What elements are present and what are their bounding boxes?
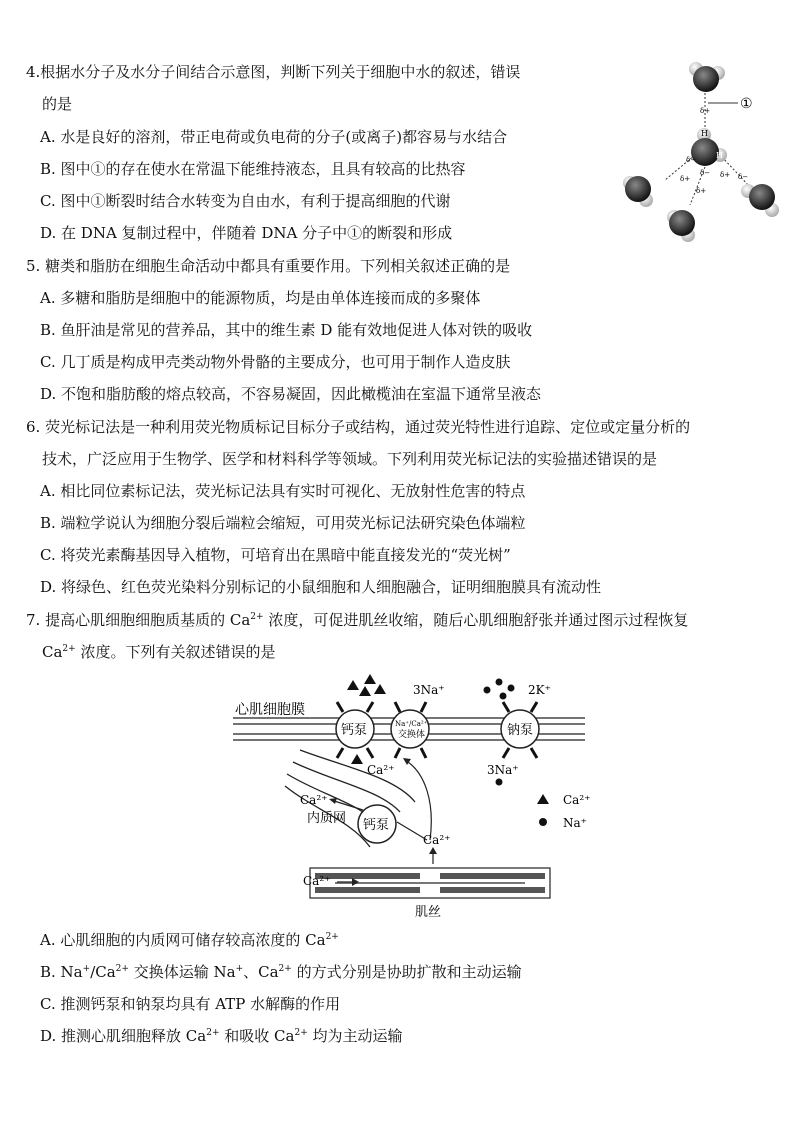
q4-delta-plus-2: δ+ xyxy=(696,187,707,195)
sodium-pump-label: 钠泵 xyxy=(507,723,534,738)
q4-option-d: D. 在 DNA 复制过程中，伴随着 DNA 分子中①的断裂和形成 xyxy=(40,224,453,242)
q4-delta-minus-2: δ− xyxy=(700,169,711,177)
q6-option-b: B. 端粒学说认为细胞分裂后端粒会缩短，可用荧光标记法研究染色体端粒 xyxy=(40,514,526,532)
cardiac-calcium-diagram xyxy=(225,672,605,922)
water-bottom-oxygen xyxy=(669,210,695,236)
q4-delta-plus-3: δ+ xyxy=(720,171,731,179)
ca-triangle-2 xyxy=(364,674,376,684)
q7-option-b-sup-4: 2+ xyxy=(278,964,292,974)
q4-center-h-label: H xyxy=(701,129,708,138)
q7-option-b-text-3: 交换体运输 Na xyxy=(128,963,236,981)
ca-up-arrowhead xyxy=(429,847,437,854)
ca-left-arrowhead xyxy=(352,878,359,886)
q5-option-c: C. 几丁质是构成甲壳类动物外骨骼的主要成分，也可用于制作人造皮肤 xyxy=(40,353,511,371)
q5-option-d: D. 不饱和脂肪酸的熔点较高，不容易凝固，因此橄榄油在室温下通常呈液态 xyxy=(40,385,542,403)
q7-option-b-sup-2: 2+ xyxy=(115,964,129,974)
q7-option-b-text-5: 的方式分别是协助扩散和主动运输 xyxy=(291,963,522,981)
q4-bond-label: ① xyxy=(740,96,753,112)
q7-stem2-text-a: Ca xyxy=(42,643,63,661)
exchanger-label-2: 交换体 xyxy=(398,730,426,740)
q7-option-d-sup-1: 2+ xyxy=(206,1028,220,1038)
k2-label: 2K⁺ xyxy=(528,683,551,697)
q4-delta-label: δ+ xyxy=(700,107,711,115)
q7-option-b xyxy=(40,962,522,982)
q5-option-a: A. 多糖和脂肪是细胞中的能源物质，均是由单体连接而成的多聚体 xyxy=(40,289,481,307)
q7-option-d-text-2: 和吸收 Ca xyxy=(219,1027,295,1045)
ca-triangle-1 xyxy=(347,680,359,690)
q7-stem-line2 xyxy=(42,642,275,662)
q6-option-d: D. 将绿色、红色荧光染料分别标记的小鼠细胞和人细胞融合，证明细胞膜具有流动性 xyxy=(40,578,602,596)
na-dot-1 xyxy=(484,687,491,694)
q7-option-d-text-3: 均为主动运输 xyxy=(307,1027,403,1045)
q7-option-b-text-4: 、Ca xyxy=(243,963,279,981)
q7-stem-text-a: 7. 提高心肌细胞细胞质基质的 Ca xyxy=(26,611,251,629)
q7-option-d-sup-2: 2+ xyxy=(294,1028,308,1038)
myofilament-label: 肌丝 xyxy=(415,905,442,920)
q7-option-a xyxy=(40,930,339,950)
q4-option-c: C. 图中①断裂时结合水转变为自由水，有利于提高细胞的代谢 xyxy=(40,192,451,210)
na3-top-label: 3Na⁺ xyxy=(413,683,445,697)
water-left-oxygen xyxy=(625,176,651,202)
legend-ca-label: Ca²⁺ xyxy=(563,793,591,807)
er-ca-label: Ca²⁺ xyxy=(300,793,328,807)
ca-left-label: Ca²⁺ xyxy=(303,874,331,888)
q4-delta-minus-1: δ− xyxy=(686,156,697,164)
membrane-label: 心肌细胞膜 xyxy=(235,702,305,718)
er-ca-arrowhead xyxy=(329,798,337,804)
legend-na-label: Na⁺ xyxy=(563,816,587,830)
q7-option-b-sup-3: + xyxy=(235,964,244,974)
ca-label-inside: Ca²⁺ xyxy=(367,763,395,777)
ca-triangle-4 xyxy=(374,684,386,694)
calcium-pump-label: 钙泵 xyxy=(341,723,368,738)
q7-option-d xyxy=(40,1026,403,1046)
q7-stem2-sup: 2+ xyxy=(62,644,76,654)
legend-ca-symbol xyxy=(537,794,549,804)
q4-option-b: B. 图中①的存在使水在常温下能维持液态，且具有较高的比热容 xyxy=(40,160,466,178)
na-dot-5 xyxy=(496,779,503,786)
q7-stem-line1 xyxy=(26,610,688,630)
q7-option-c: C. 推测钙泵和钠泵均具有 ATP 水解酶的作用 xyxy=(40,995,341,1013)
exchanger-label-1: Na⁺/Ca²⁺ xyxy=(395,720,428,728)
na-dot-4 xyxy=(500,693,507,700)
q6-option-c: C. 将荧光素酶基因导入植物，可培育出在黑暗中能直接发光的“荧光树” xyxy=(40,546,511,564)
na3-bottom-label: 3Na⁺ xyxy=(487,763,519,777)
q4-option-a: A. 水是良好的溶剂，带正电荷或负电荷的分子(或离子)都容易与水结合 xyxy=(40,128,508,146)
q4-stem-line1: 4.根据水分子及水分子间结合示意图，判断下列关于细胞中水的叙述，错误 xyxy=(26,63,521,81)
ca-mid-label: Ca²⁺ xyxy=(423,833,451,847)
q5-stem: 5. 糖类和脂肪在细胞生命活动中都具有重要作用。下列相关叙述正确的是 xyxy=(26,257,511,275)
q7-stem-sup-1: 2+ xyxy=(250,612,264,622)
er-label: 内质网 xyxy=(307,811,347,826)
q7-option-b-text-2: /Ca xyxy=(90,963,116,981)
na-ca-exchanger xyxy=(391,710,429,748)
q4-center-h2-label: H xyxy=(716,151,723,160)
q4-delta-minus-3: δ− xyxy=(738,173,749,181)
ca-to-exchanger-arrow xyxy=(405,760,431,840)
calcium-pump-er-label: 钙泵 xyxy=(363,818,390,833)
q7-option-a-sup: 2+ xyxy=(325,932,339,942)
water-top-oxygen xyxy=(693,66,719,92)
water-right-oxygen xyxy=(749,184,775,210)
water-hydrogen-bond-diagram xyxy=(610,55,795,250)
q7-option-d-text-1: D. 推测心肌细胞释放 Ca xyxy=(40,1027,207,1045)
q4-stem-line2: 的是 xyxy=(42,95,73,113)
q7-stem-text-b: 浓度，可促进肌丝收缩，随后心肌细胞舒张并通过图示过程恢复 xyxy=(263,611,689,629)
q5-option-b: B. 鱼肝油是常见的营养品，其中的维生素 D 能有效地促进人体对铁的吸收 xyxy=(40,321,533,339)
myofilament xyxy=(310,868,550,898)
q7-option-a-text: A. 心肌细胞的内质网可储存较高浓度的 Ca xyxy=(40,931,326,949)
legend-na-symbol xyxy=(539,818,547,826)
q7-stem2-text-b: 浓度。下列有关叙述错误的是 xyxy=(75,643,276,661)
ca-triangle-inside xyxy=(351,754,363,764)
q4-delta-plus-1: δ+ xyxy=(680,175,691,183)
q6-stem-line2: 技术，广泛应用于生物学、医学和材料科学等领域。下列利用荧光标记法的实验描述错误的是 xyxy=(42,450,658,468)
ca-triangle-3 xyxy=(359,686,371,696)
q7-option-b-sup-1: + xyxy=(82,964,91,974)
q6-stem-line1: 6. 荧光标记法是一种利用荧光物质标记目标分子或结构，通过荧光特性进行追踪、定位或定量分析的 xyxy=(26,418,691,436)
na-dot-2 xyxy=(496,679,503,686)
q6-option-a: A. 相比同位素标记法，荧光标记法具有实时可视化、无放射性危害的特点 xyxy=(40,482,526,500)
na-dot-3 xyxy=(508,685,515,692)
q7-option-b-text-1: B. Na xyxy=(40,963,83,981)
